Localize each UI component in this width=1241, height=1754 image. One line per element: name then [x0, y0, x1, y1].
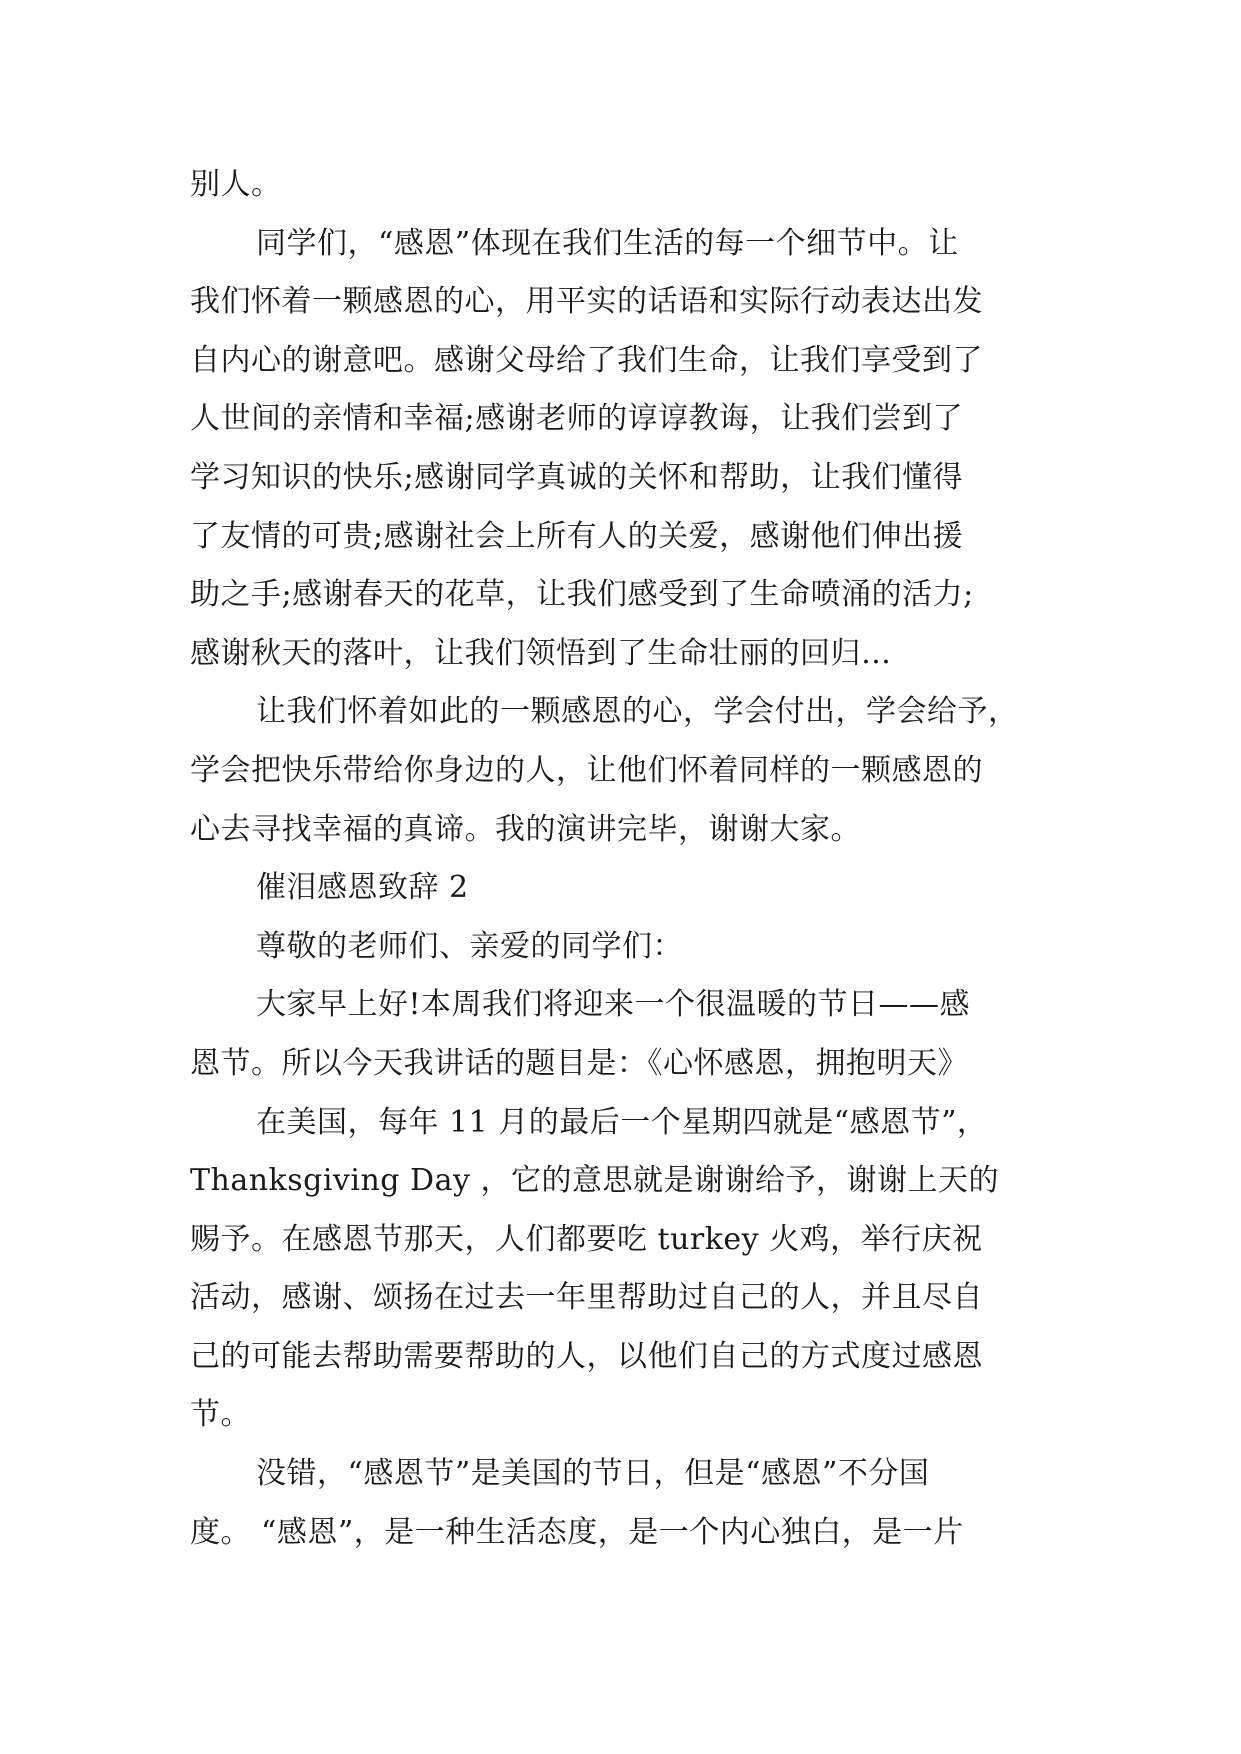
text-line: 节。: [190, 1397, 251, 1433]
text-line: 我们怀着一颗感恩的心，用平实的话语和实际行动表达出发: [190, 284, 983, 320]
text-line: 人世间的亲情和幸福;感谢老师的谆谆教诲，让我们尝到了: [190, 401, 964, 437]
paragraph-start-line: 没错，“感恩节”是美国的节日，但是“感恩”不分国: [256, 1456, 930, 1492]
text-line: 感谢秋天的落叶，让我们领悟到了生命壮丽的回归…: [190, 635, 892, 671]
paragraph-start-line: 大家早上好!本周我们将迎来一个很温暖的节日——感: [256, 987, 971, 1023]
text-line: 学会把快乐带给你身边的人，让他们怀着同样的一颗感恩的: [190, 752, 983, 788]
paragraph-start-line: 同学们，“感恩”体现在我们生活的每一个细节中。让: [256, 225, 959, 261]
text-line: 己的可能去帮助需要帮助的人，以他们自己的方式度过感恩: [190, 1338, 983, 1374]
text-line: Thanksgiving Day ，它的意思就是谢谢给予，谢谢上天的: [190, 1163, 999, 1199]
text-line: 自内心的谢意吧。感谢父母给了我们生命，让我们享受到了: [190, 342, 983, 378]
text-line: 了友情的可贵;感谢社会上所有人的关爱，感谢他们伸出援: [190, 518, 964, 554]
text-line: 赐予。在感恩节那天，人们都要吃 turkey 火鸡，举行庆祝: [190, 1221, 983, 1257]
paragraph-start-line: 在美国，每年 11 月的最后一个星期四就是“感恩节”，: [256, 1104, 988, 1140]
text-line: 恩节。所以今天我讲话的题目是：《心怀感恩，拥抱明天》: [190, 1045, 968, 1081]
text-line: 助之手;感谢春天的花草，让我们感受到了生命喷涌的活力;: [190, 577, 974, 613]
salutation-line: 尊敬的老师们、亲爱的同学们：: [256, 928, 683, 964]
text-line: 心去寻找幸福的真谛。我的演讲完毕，谢谢大家。: [190, 811, 861, 847]
section-heading: 催泪感恩致辞 2: [256, 870, 469, 906]
text-line: 度。 “感恩”，是一种生活态度，是一个内心独白，是一片: [190, 1514, 964, 1550]
text-line: 别人。: [190, 167, 282, 202]
paragraph-start-line: 让我们怀着如此的一颗感恩的心，学会付出，学会给予，: [256, 694, 1019, 730]
text-line: 学习知识的快乐;感谢同学真诚的关怀和帮助，让我们懂得: [190, 459, 964, 495]
document-body: [190, 156, 1062, 1562]
text-line: 活动，感谢、颂扬在过去一年里帮助过自己的人，并且尽自: [190, 1280, 983, 1316]
